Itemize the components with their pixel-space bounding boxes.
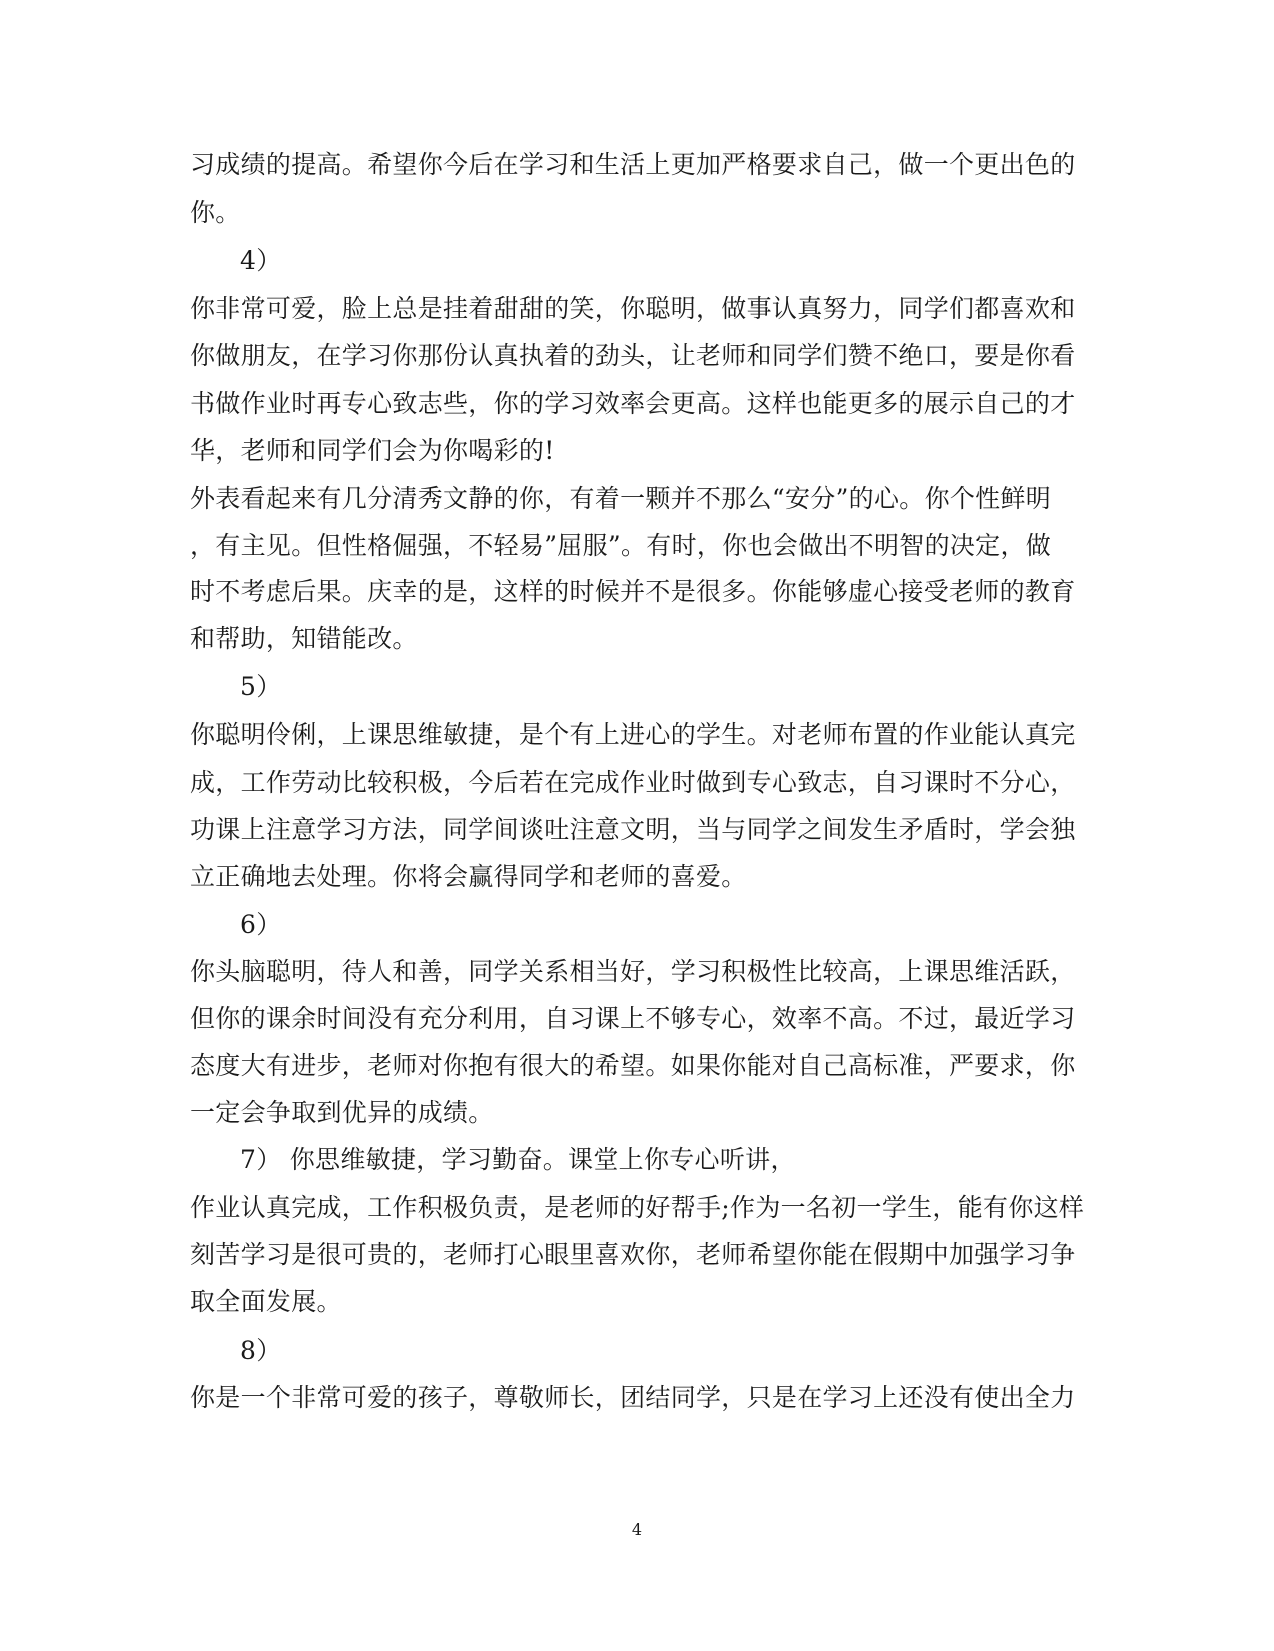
- text-line: 功课上注意学习方法，同学间谈吐注意文明，当与同学之间发生矛盾时，学会独: [190, 815, 1076, 844]
- page-number: 4: [631, 1520, 643, 1539]
- text-line: 态度大有进步，老师对你抱有很大的希望。如果你能对自己高标准，严要求，你: [190, 1051, 1076, 1080]
- text-line: 习成绩的提高。希望你今后在学习和生活上更加严格要求自己，做一个更出色的: [190, 150, 1076, 179]
- text-line: 刻苦学习是很可贵的，老师打心眼里喜欢你，老师希望你能在假期中加强学习争: [190, 1240, 1076, 1269]
- text-line: 和帮助，知错能改。: [190, 624, 418, 653]
- text-line: 你做朋友，在学习你那份认真执着的劲头，让老师和同学们赞不绝口，要是你看: [190, 341, 1076, 370]
- text-line: 但你的课余时间没有充分利用，自习课上不够专心，效率不高。不过，最近学习: [190, 1004, 1076, 1033]
- text-line: 一定会争取到优异的成绩。: [190, 1098, 494, 1127]
- text-line: 你非常可爱，脸上总是挂着甜甜的笑，你聪明，做事认真努力，同学们都喜欢和: [190, 294, 1076, 323]
- text-line: 你聪明伶俐，上课思维敏捷，是个有上进心的学生。对老师布置的作业能认真完: [190, 720, 1076, 749]
- item-number: 4）: [240, 246, 282, 275]
- text-line: 外表看起来有几分清秀文静的你，有着一颗并不那么“安分”的心。你个性鲜明: [190, 484, 1052, 513]
- text-line: 时不考虑后果。庆幸的是，这样的时候并不是很多。你能够虚心接受老师的教育: [190, 577, 1076, 606]
- text-line: 取全面发展。: [190, 1287, 342, 1316]
- item-number: 5）: [240, 672, 282, 701]
- item-number: 6）: [240, 910, 282, 939]
- text-line: 你头脑聪明，待人和善，同学关系相当好，学习积极性比较高，上课思维活跃，: [190, 957, 1076, 986]
- item-number: 8）: [240, 1336, 282, 1365]
- item-number-with-text: 7） 你思维敏捷，学习勤奋。课堂上你专心听讲，: [240, 1145, 796, 1174]
- text-line: 书做作业时再专心致志些，你的学习效率会更高。这样也能更多的展示自己的才: [190, 389, 1076, 418]
- text-line: 华，老师和同学们会为你喝彩的!: [190, 436, 555, 465]
- text-line: 你是一个非常可爱的孩子，尊敬师长，团结同学，只是在学习上还没有使出全力: [190, 1383, 1076, 1412]
- text-line: 你。: [190, 198, 241, 227]
- text-line: 作业认真完成，工作积极负责，是老师的好帮手;作为一名初一学生，能有你这样: [190, 1193, 1085, 1222]
- text-line: 立正确地去处理。你将会赢得同学和老师的喜爱。: [190, 862, 747, 891]
- text-line: ，有主见。但性格倔强，不轻易”屈服”。有时，你也会做出不明智的决定，做: [190, 531, 1052, 560]
- text-line: 成，工作劳动比较积极，今后若在完成作业时做到专心致志，自习课时不分心，: [190, 768, 1076, 797]
